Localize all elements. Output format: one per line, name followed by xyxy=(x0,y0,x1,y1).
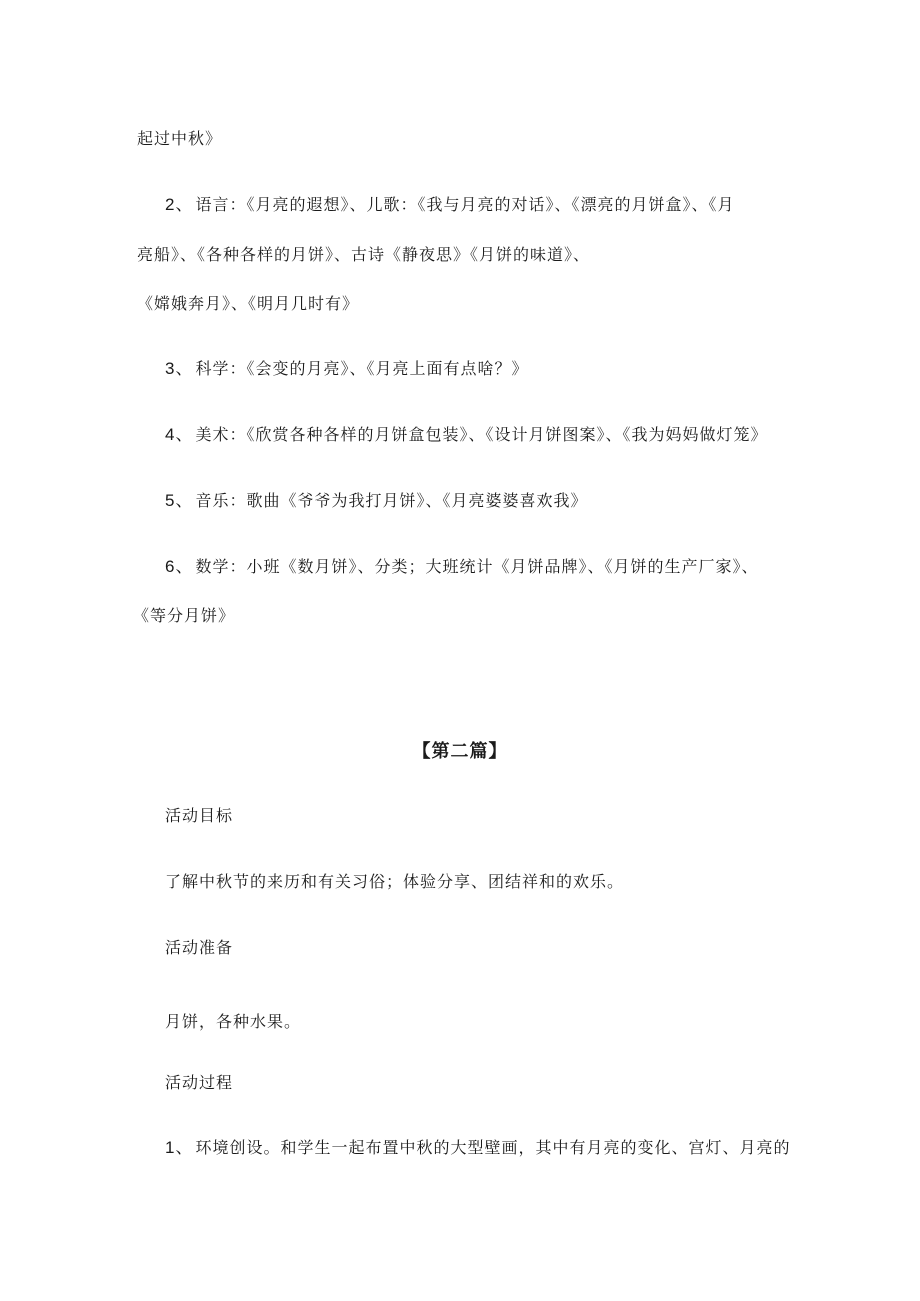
item-number: 2、 xyxy=(165,195,194,214)
item-2-line-3: 《嫦娥奔月》、《明月几时有》 xyxy=(137,294,360,313)
item-3 xyxy=(165,359,528,379)
item-4 xyxy=(165,425,767,445)
line-1: 起过中秋》 xyxy=(137,129,223,148)
item-number: 6、 xyxy=(165,557,194,576)
item-text: 语言：《月亮的遐想》、儿歌：《我与月亮的对话》、《漂亮的月饼盒》、《月 xyxy=(195,195,735,214)
item-6-line-1 xyxy=(165,557,758,577)
item-6-line-2: 《等分月饼》 xyxy=(133,606,236,625)
goal-text: 了解中秋节的来历和有关习俗；体验分享、团结祥和的欢乐。 xyxy=(165,872,625,891)
item-text: 环境创设。和学生一起布置中秋的大型壁画，其中有月亮的变化、宫灯、月亮的 xyxy=(195,1138,791,1157)
goal-title: 活动目标 xyxy=(165,806,234,825)
item-2-line-2: 亮船》、《各种各样的月饼》、古诗《静夜思》《月饼的味道》、 xyxy=(137,245,591,264)
process-title: 活动过程 xyxy=(165,1073,234,1092)
item-text: 音乐：歌曲《爷爷为我打月饼》、《月亮婆婆喜欢我》 xyxy=(195,491,588,510)
item-number: 3、 xyxy=(165,359,194,378)
section-heading: 【第二篇】 xyxy=(412,741,508,762)
process-item-1 xyxy=(165,1138,790,1158)
item-number: 5、 xyxy=(165,491,194,510)
item-text: 科学：《会变的月亮》、《月亮上面有点啥？》 xyxy=(195,359,529,378)
item-number: 4、 xyxy=(165,425,194,444)
item-text: 数学：小班《数月饼》、分类；大班统计《月饼品牌》、《月饼的生产厂家》、 xyxy=(195,557,759,576)
item-2-line-1 xyxy=(165,195,734,215)
prep-title: 活动准备 xyxy=(165,938,234,957)
prep-text: 月饼，各种水果。 xyxy=(165,1012,302,1031)
item-number: 1、 xyxy=(165,1138,194,1157)
item-5 xyxy=(165,491,587,511)
item-text: 美术：《欣赏各种各样的月饼盒包装》、《设计月饼图案》、《我为妈妈做灯笼》 xyxy=(195,425,768,444)
